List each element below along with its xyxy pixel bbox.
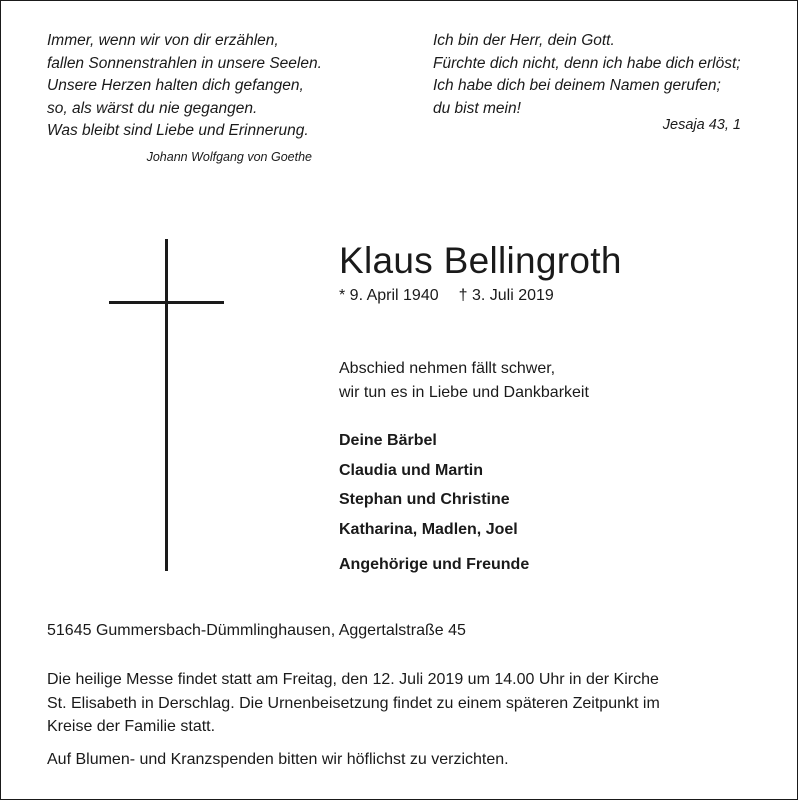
cross-horizontal-bar <box>109 301 224 304</box>
birth-date: * 9. April 1940 <box>339 287 439 304</box>
farewell-line: Abschied nehmen fällt schwer, <box>339 360 556 377</box>
mourner-name: Deine Bärbel <box>339 432 437 449</box>
quote-line: so, als wärst du nie gegangen. <box>47 99 258 117</box>
quote-attribution: Jesaja 43, 1 <box>662 117 741 133</box>
quote-line: Unsere Herzen halten dich gefangen, <box>47 77 304 94</box>
farewell-text <box>339 357 589 405</box>
mourner-name: Stephan und Christine <box>339 491 510 508</box>
flowers-note: Auf Blumen- und Kranzspenden bitten wir höflichst zu verzichten. <box>47 750 509 768</box>
goethe-quote <box>47 30 377 168</box>
quote-line: Fürchte dich nicht, denn ich habe dich erlöst; <box>433 54 741 72</box>
quote-line: Ich habe dich bei deinem Namen gerufen; <box>433 77 721 94</box>
service-info <box>47 668 767 771</box>
farewell-line: wir tun es in Liebe und Dankbarkeit <box>339 384 589 401</box>
family-address: 51645 Gummersbach-Dümmlinghausen, Aggertalstraße 45 <box>47 622 466 639</box>
mourner-name: Claudia und Martin <box>339 461 483 479</box>
quote-line: Immer, wenn wir von dir erzählen, <box>47 32 279 49</box>
quote-attribution: Johann Wolfgang von Goethe <box>146 149 312 164</box>
quote-line: fallen Sonnenstrahlen in unsere Seelen. <box>47 54 322 72</box>
info-line: Kreise der Familie statt. <box>47 718 216 735</box>
cross-vertical-bar <box>165 239 168 571</box>
info-line: St. Elisabeth in Derschlag. Die Urnenbeisetzung findet zu einem späteren Zeitpunkt im <box>47 694 660 712</box>
mourners-list <box>339 426 529 580</box>
info-line: Die heilige Messe findet statt am Freitag, den 12. Juli 2019 um 14.00 Uhr in der Kirche <box>47 671 659 688</box>
quote-line: Was bleibt sind Liebe und Erinnerung. <box>47 122 309 139</box>
quote-line: du bist mein! <box>433 99 521 117</box>
mourner-name: Katharina, Madlen, Joel <box>339 520 518 538</box>
quote-line: Ich bin der Herr, dein Gott. <box>433 32 615 49</box>
death-date: † 3. Juli 2019 <box>458 287 554 304</box>
deceased-name: Klaus Bellingroth <box>339 240 622 281</box>
relatives-and-friends: Angehörige und Freunde <box>339 556 530 573</box>
life-dates <box>339 285 554 307</box>
bible-quote <box>433 30 753 137</box>
